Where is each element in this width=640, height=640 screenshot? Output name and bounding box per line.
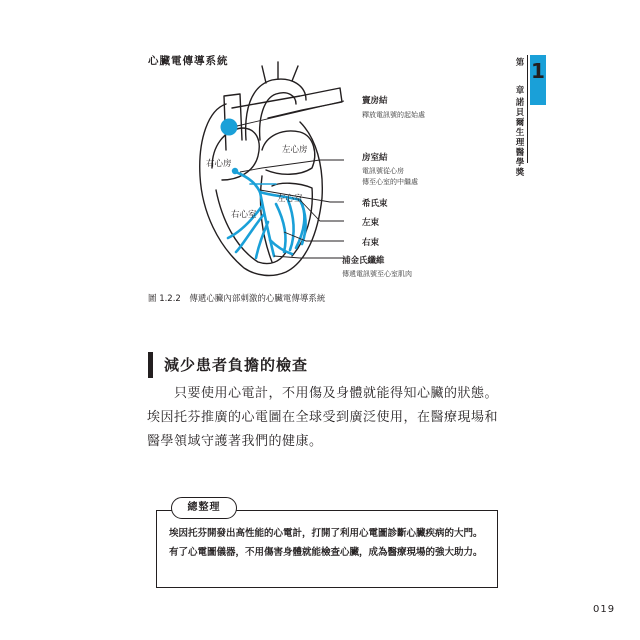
chapter-top-label: 第 xyxy=(515,58,525,68)
callout-sa-node-desc: 釋放電訊號的起始處 xyxy=(362,111,425,119)
callout-av-node-desc-2: 傳至心室的中繼處 xyxy=(362,178,418,186)
summary-label: 總整理 xyxy=(171,497,237,519)
chapter-number: 1 xyxy=(531,59,545,83)
section-title: 減少患者負擔的檢查 xyxy=(164,356,309,374)
callout-right-bundle: 右束 xyxy=(362,238,380,248)
callout-av-node-desc-1: 電訊號從心房 xyxy=(362,167,404,175)
summary-text: 埃因托芬開發出高性能的心電計，打開了利用心電圖診斷心臟疾病的大門。有了心電圖儀器，不用傷害身體就能檢查心臟，成為醫療現場的強大助力。 xyxy=(169,528,483,558)
callout-purkinje-desc: 傳遞電訊號至心室肌肉 xyxy=(342,270,412,278)
label-right-ventricle: 右心室 xyxy=(231,210,257,220)
callout-av-node: 房室結 xyxy=(362,153,388,163)
chapter-title-char: 生 xyxy=(515,128,525,138)
callout-bundle-of-his: 希氏束 xyxy=(362,199,388,209)
label-left-atrium: 左心房 xyxy=(282,145,308,155)
chapter-title-char: 醫 xyxy=(515,148,525,158)
chapter-title-char: 獎 xyxy=(515,168,525,178)
label-right-atrium: 右心房 xyxy=(206,159,232,169)
body-paragraph: 只要使用心電計，不用傷及身體就能得知心臟的狀態。埃因托芬推廣的心電圖在全球受到廣泛使用，在醫療現場和醫學領域守護著我們的健康。 xyxy=(147,386,499,449)
page-number: 019 xyxy=(593,604,616,615)
callout-sa-node: 竇房結 xyxy=(362,96,388,106)
label-left-ventricle: 左心室 xyxy=(277,194,303,204)
chapter-title-char: 諾 xyxy=(515,98,525,108)
chapter-title-char: 學 xyxy=(515,158,525,168)
section-heading-bar xyxy=(148,352,153,378)
callout-left-bundle: 左束 xyxy=(362,218,380,228)
chapter-title-char: 貝 xyxy=(515,108,525,118)
chapter-title-char: 爾 xyxy=(515,118,525,128)
figure-title: 心臟電傳導系統 xyxy=(148,55,229,67)
callout-purkinje: 浦金氏纖維 xyxy=(342,256,385,266)
chapter-bottom-label: 章 xyxy=(515,86,525,96)
figure-caption: 圖 1.2.2 傳遞心臟內部刺激的心臟電傳導系統 xyxy=(148,294,326,304)
chapter-title-char: 理 xyxy=(515,138,525,148)
